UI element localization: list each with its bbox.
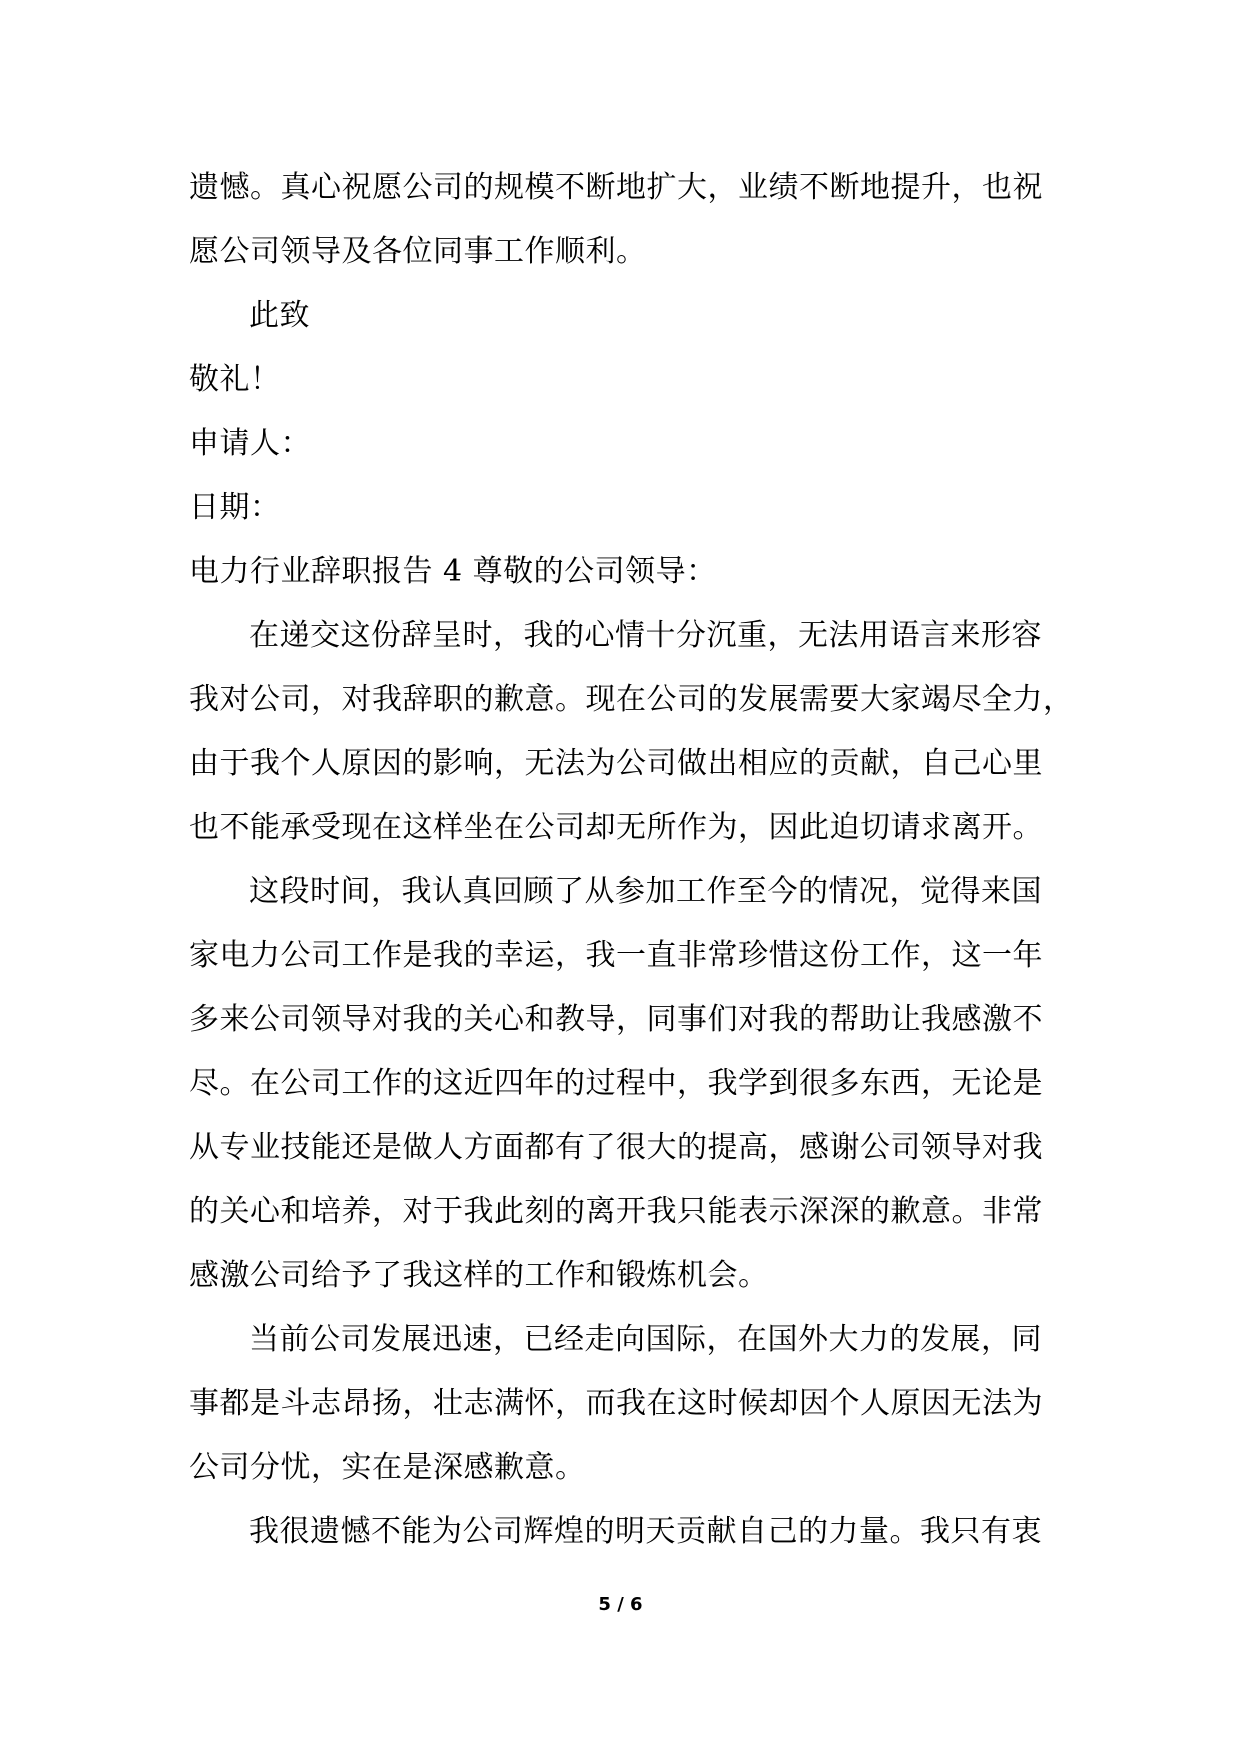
text-line: 在递交这份辞呈时，我的心情十分沉重，无法用语言来形容	[249, 618, 1042, 653]
page-number: 5 / 6	[598, 1594, 643, 1615]
text-line: 敬礼！	[189, 362, 281, 397]
text-line: 尽。在公司工作的这近四年的过程中，我学到很多东西，无论是	[189, 1066, 1043, 1101]
text-line: 遗憾。真心祝愿公司的规模不断地扩大，业绩不断地提升，也祝	[189, 170, 1043, 205]
text-line: 事都是斗志昂扬，壮志满怀，而我在这时候却因个人原因无法为	[189, 1386, 1043, 1421]
text-line: 我对公司，对我辞职的歉意。现在公司的发展需要大家竭尽全力，	[189, 682, 1074, 717]
text-line: 日期：	[189, 490, 281, 525]
text-line: 从专业技能还是做人方面都有了很大的提高，感谢公司领导对我	[189, 1130, 1043, 1165]
text-line: 愿公司领导及各位同事工作顺利。	[189, 234, 647, 269]
text-line: 申请人：	[189, 426, 311, 461]
text-line: 电力行业辞职报告 4 尊敬的公司领导：	[189, 554, 717, 589]
text-line: 也不能承受现在这样坐在公司却无所作为，因此迫切请求离开。	[189, 810, 1043, 845]
text-line: 感激公司给予了我这样的工作和锻炼机会。	[189, 1258, 769, 1293]
text-line: 这段时间，我认真回顾了从参加工作至今的情况，觉得来国	[249, 874, 1042, 909]
text-line: 我很遗憾不能为公司辉煌的明天贡献自己的力量。我只有衷	[249, 1514, 1042, 1549]
text-line: 公司分忧，实在是深感歉意。	[189, 1450, 586, 1485]
text-line: 家电力公司工作是我的幸运，我一直非常珍惜这份工作，这一年	[189, 938, 1043, 973]
text-line: 的关心和培养，对于我此刻的离开我只能表示深深的歉意。非常	[189, 1194, 1043, 1229]
document-body	[189, 156, 1089, 1564]
text-line: 由于我个人原因的影响，无法为公司做出相应的贡献，自己心里	[189, 746, 1043, 781]
text-line: 当前公司发展迅速，已经走向国际，在国外大力的发展，同	[249, 1322, 1042, 1357]
text-line: 多来公司领导对我的关心和教导，同事们对我的帮助让我感激不	[189, 1002, 1043, 1037]
text-line: 此致	[249, 298, 310, 333]
